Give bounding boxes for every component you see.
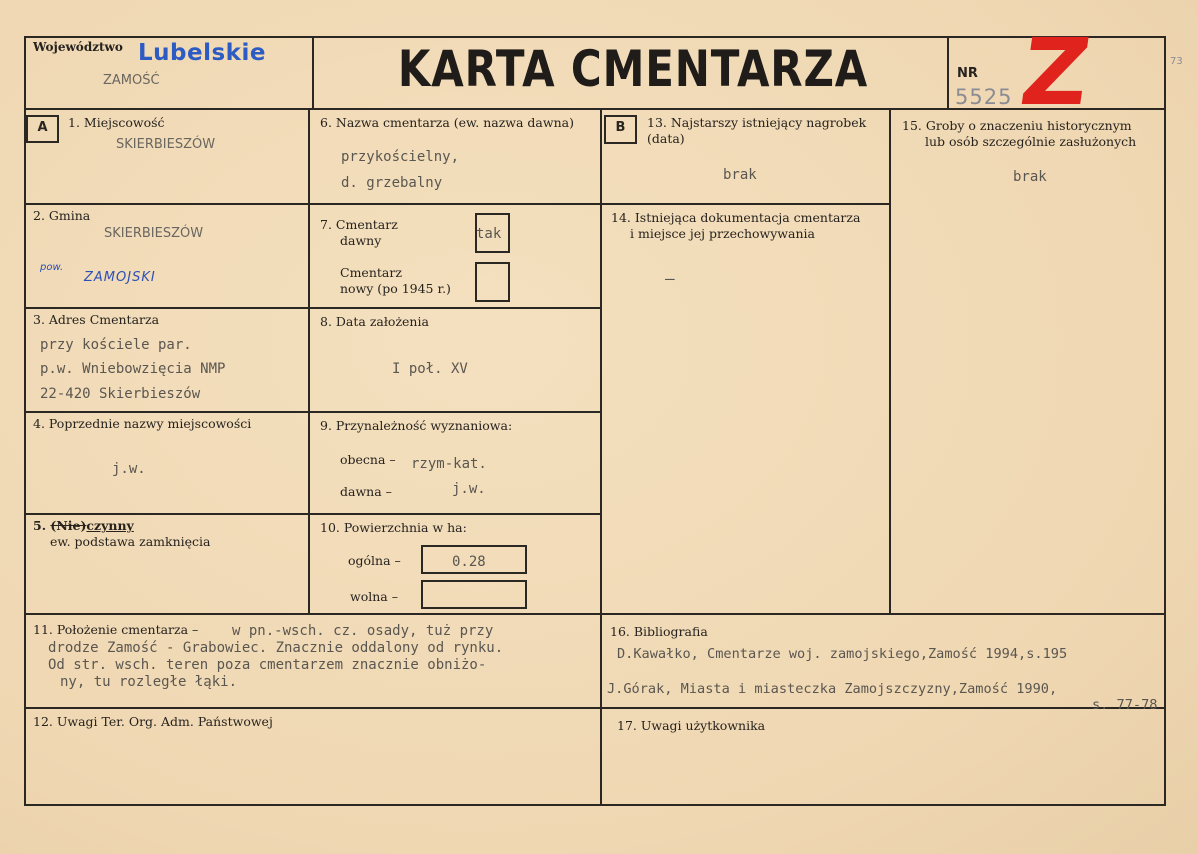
row-line-m3 [308,411,602,413]
field-5-rest: czynny [86,518,134,533]
row-line-17 [600,707,1166,709]
field-15-value: brak [1013,169,1047,185]
field-10-free-box[interactable] [421,580,527,609]
header-divider-2 [947,36,949,110]
page-title: KARTA CMENTARZA [397,40,869,98]
nr-label: NR [957,66,978,81]
field-10-total-value: 0.28 [452,554,486,570]
field-9-former-value: j.w. [452,481,486,497]
field-2-note-prefix: pow. [40,262,64,273]
field-15-label-2: lub osób szczególnie zasłużonych [925,134,1137,149]
voivodeship-stamp: Lubelskie [138,40,266,66]
col-divider-1 [308,108,310,614]
field-5-label [33,518,134,533]
field-7-old-label-2: dawny [340,233,382,248]
field-3-label: 3. Adres Cmentarza [33,312,160,327]
section-b-box: B [604,115,637,144]
field-7-new-label-2: nowy (po 1945 r.) [340,281,451,296]
field-11-line-3: Od str. wsch. teren poza cmentarzem znacznie obniżo- [48,657,487,673]
field-2-note: ZAMOJSKI [84,270,156,285]
category-letter: Z [1014,19,1097,126]
field-7-old-label-1: 7. Cmentarz [320,217,398,232]
field-9-current-value: rzym-kat. [411,456,487,472]
field-3-line-2: p.w. Wniebowzięcia NMP [40,361,226,377]
row-line-a4 [24,513,310,515]
field-6-label: 6. Nazwa cmentarza (ew. nazwa dawna) [320,115,574,130]
field-8-label: 8. Data założenia [320,314,429,329]
field-11-line-1: w pn.-wsch. cz. osady, tuż przy [232,623,494,639]
row-line-12 [24,707,602,709]
field-13-label-1: 13. Najstarszy istniejący nagrobek [647,115,867,130]
row-line-m1 [308,203,602,205]
field-4-value: j.w. [112,461,146,477]
field-15-label-1: 15. Groby o znaczeniu historycznym [902,118,1132,133]
frame-top [24,36,1166,38]
row-line-11 [24,613,1166,615]
row-line-b1 [600,203,891,205]
field-9-label: 9. Przynależność wyznaniowa: [320,418,513,433]
nr-value: 5525 [955,85,1013,109]
field-11-label: 11. Położenie cmentarza – [33,622,199,637]
field-8-value: I poł. XV [392,361,468,377]
field-11-line-4: ny, tu rozległe łąki. [60,674,238,690]
section-a-box: A [26,115,59,143]
field-12-label: 12. Uwagi Ter. Org. Adm. Państwowej [33,714,273,729]
field-13-value: brak [723,167,757,183]
field-7-new-label-1: Cmentarz [340,265,402,280]
col-divider-3 [889,108,891,614]
field-9-current-label: obecna – [340,452,396,467]
field-16-line-1: D.Kawałko, Cmentarze woj. zamojskiego,Zamość 1994,s.195 [617,646,1068,662]
row-line-a1 [24,203,310,205]
field-14-value: – [665,269,675,288]
row-line-m2 [308,307,602,309]
frame-left [24,36,26,806]
district-value: ZAMOŚĆ [103,73,160,88]
field-16-line-2: J.Górak, Miasta i miasteczka Zamojszczyzny,Zamość 1990, [607,681,1058,697]
field-2-value: SKIERBIESZÓW [104,226,204,241]
corner-note: 73 [1170,56,1183,67]
field-10-label: 10. Powierzchnia w ha: [320,520,467,535]
field-5-sublabel: ew. podstawa zamknięcia [50,534,211,549]
field-10-free-label: wolna – [350,589,398,604]
field-6-line-1: przykościelny, [341,149,460,165]
field-3-line-3: 22-420 Skierbieszów [40,386,201,402]
field-4-label: 4. Poprzednie nazwy miejscowości [33,416,252,431]
field-5-prefix: 5. [33,518,47,533]
field-11-line-2: drodze Zamość - Grabowiec. Znacznie oddalony od rynku. [48,640,504,656]
field-7-old-value: tak [476,226,502,242]
field-5-strike: (Nie) [50,518,87,533]
header-divider-1 [312,36,314,110]
voivodeship-label: Województwo [33,40,123,54]
row-line-a2 [24,307,310,309]
field-10-total-label: ogólna – [348,553,401,568]
field-17-label: 17. Uwagi użytkownika [617,718,766,733]
frame-bottom [24,804,1166,806]
field-9-former-label: dawna – [340,484,392,499]
field-14-label-1: 14. Istniejąca dokumentacja cmentarza [611,210,861,225]
field-16-label: 16. Bibliografia [610,624,708,639]
field-6-line-2: d. grzebalny [341,175,443,191]
frame-right [1164,36,1166,806]
field-14-label-2: i miejsce jej przechowywania [630,226,815,241]
field-16-line-3: s. 77-78 [1092,697,1158,713]
row-line-a3 [24,411,310,413]
field-13-label-2: (data) [647,131,685,146]
row-line-m4 [308,513,602,515]
col-divider-2 [600,108,602,806]
field-3-line-1: przy kościele par. [40,337,192,353]
field-2-label: 2. Gmina [33,208,91,223]
field-1-label: 1. Miejscowość [68,115,165,130]
field-7-new-checkbox[interactable] [475,262,510,302]
field-1-value: SKIERBIESZÓW [116,137,216,152]
